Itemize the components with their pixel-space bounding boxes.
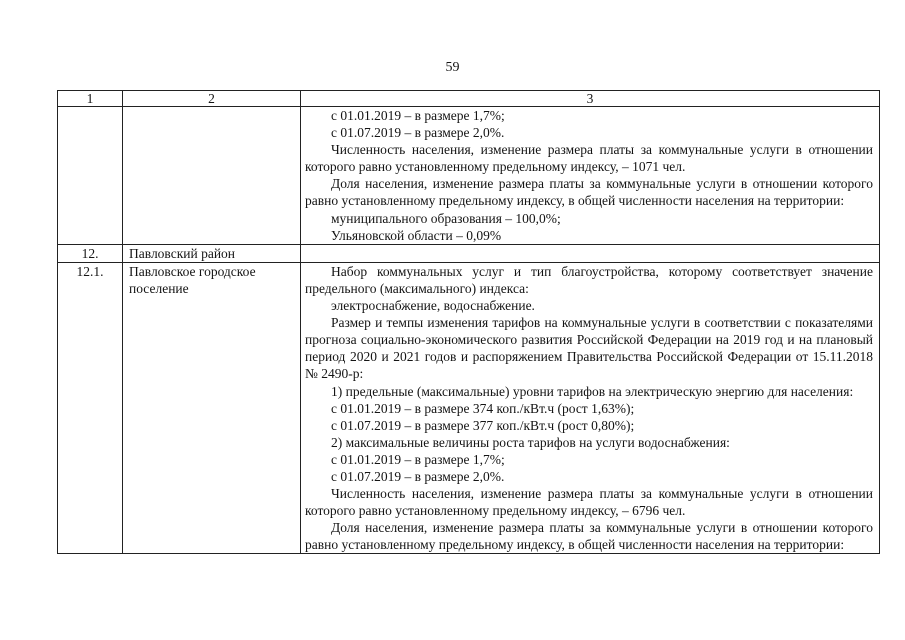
description-paragraph: Доля населения, изменение размера платы за коммунальные услуги в отношении которого равно установленному предельному индексу, в общей численности населения на территории: — [305, 176, 873, 209]
territory-name — [123, 107, 301, 245]
row-number: 12.1. — [58, 262, 123, 554]
page-number: 59 — [445, 60, 460, 75]
column-header-2: 2 — [123, 91, 301, 107]
description-paragraph: электроснабжение, водоснабжение. — [331, 298, 535, 314]
territory-name: Павловский район — [123, 244, 301, 262]
column-header-3: 3 — [301, 91, 880, 107]
row-number: 12. — [58, 244, 123, 262]
table-header-row — [58, 91, 880, 107]
tariff-description — [301, 244, 880, 262]
description-paragraph: Численность населения, изменение размера платы за коммунальные услуги в отношении которого равно установленному предельному индексу, – 6796 чел. — [305, 486, 873, 519]
description-paragraph: с 01.07.2019 – в размере 2,0%. — [331, 468, 505, 484]
description-paragraph: Размер и темпы изменения тарифов на коммунальные услуги в соответствии с показателями прогноза социально-экономического развития Российской Федерации на 2019 год и на плановый период 2020 и 2021 годов и распоряжением Правительства Российской Федерации от 15.11.2018 № 2490-р: — [305, 315, 873, 382]
row-number — [58, 107, 123, 245]
description-paragraph: с 01.01.2019 – в размере 374 коп./кВт.ч (рост 1,63%); — [331, 400, 635, 416]
description-paragraph: Численность населения, изменение размера платы за коммунальные услуги в отношении которого равно установленному предельному индексу, – 1071 чел. — [305, 142, 873, 175]
description-paragraph: с 01.01.2019 – в размере 1,7%; — [331, 451, 505, 467]
description-paragraph: с 01.01.2019 – в размере 1,7%; — [331, 108, 505, 123]
description-paragraph: 2) максимальные величины роста тарифов на услуги водоснабжения: — [331, 434, 730, 450]
description-paragraph: с 01.07.2019 – в размере 377 коп./кВт.ч (рост 0,80%); — [331, 417, 635, 433]
column-header-1: 1 — [58, 91, 123, 107]
description-paragraph: Набор коммунальных услуг и тип благоустройства, которому соответствует значение предельного (максимального) индекса: — [305, 263, 873, 296]
table-row — [58, 244, 880, 262]
description-paragraph: Ульяновской области – 0,09% — [331, 227, 502, 243]
table-row — [58, 107, 880, 245]
description-paragraph: муниципального образования – 100,0%; — [331, 210, 561, 226]
description-paragraph: 1) предельные (максимальные) уровни тарифов на электрическую энергию для населения: — [331, 383, 854, 399]
tariff-description — [301, 107, 880, 245]
description-paragraph: Доля населения, изменение размера платы за коммунальные услуги в отношении которого равно установленному предельному индексу, в общей численности населения на территории: — [305, 520, 873, 553]
tariff-table — [57, 90, 880, 554]
tariff-description — [301, 262, 880, 554]
description-paragraph: с 01.07.2019 – в размере 2,0%. — [331, 125, 505, 141]
table-row — [58, 262, 880, 554]
territory-name: Павловское городское поселение — [123, 262, 301, 554]
